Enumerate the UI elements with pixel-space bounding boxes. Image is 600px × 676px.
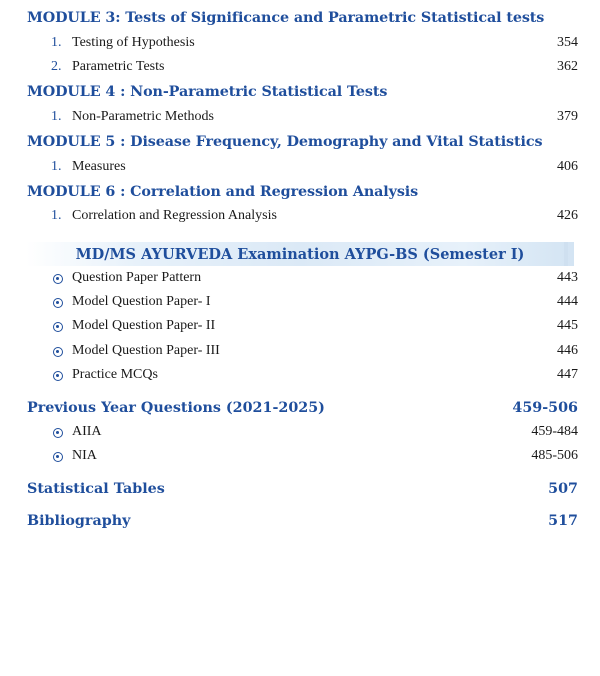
- module-5-heading: MODULE 5 : Disease Frequency, Demography and Vital Statistics: [27, 134, 543, 150]
- entry-label: Correlation and Regression Analysis: [72, 208, 277, 223]
- bibliography-heading[interactable]: Bibliography: [27, 513, 131, 529]
- entry-page-number: 443: [557, 270, 578, 285]
- entry-page-number: 362: [557, 59, 578, 74]
- entry-page-number: 406: [557, 159, 578, 174]
- toc-entry[interactable]: [0, 367, 600, 389]
- statistical-tables-page: 507: [548, 481, 578, 497]
- entry-page-number: 459-484: [531, 424, 578, 439]
- entry-number: 2.: [51, 59, 62, 74]
- module-6-heading: MODULE 6 : Correlation and Regression Analysis: [27, 184, 419, 200]
- toc-entry[interactable]: [0, 343, 600, 365]
- toc-entry[interactable]: [0, 159, 600, 181]
- toc-entry[interactable]: [0, 448, 600, 470]
- toc-entry[interactable]: [0, 208, 600, 230]
- entry-number: 1.: [51, 159, 62, 174]
- entry-number: 1.: [51, 109, 62, 124]
- module-4-heading: MODULE 4 : Non-Parametric Statistical Tests: [27, 84, 388, 100]
- statistical-tables-heading[interactable]: Statistical Tables: [27, 481, 165, 497]
- entry-page-number: 426: [557, 208, 578, 223]
- entry-number: 1.: [51, 208, 62, 223]
- toc-entry[interactable]: [0, 270, 600, 292]
- entry-page-number: 354: [557, 35, 578, 50]
- entry-page-number: 445: [557, 318, 578, 333]
- entry-label: Testing of Hypothesis: [72, 35, 195, 50]
- exam-section-title: MD/MS AYURVEDA Examination AYPG-BS (Semester I): [75, 246, 525, 263]
- toc-entry[interactable]: [0, 424, 600, 446]
- circled-dot-icon: [53, 371, 63, 381]
- entry-label: Model Question Paper- I: [72, 294, 211, 309]
- circled-dot-icon: [53, 322, 63, 332]
- entry-label: Model Question Paper- III: [72, 343, 220, 358]
- entry-page-number: 447: [557, 367, 578, 382]
- toc-entry[interactable]: [0, 294, 600, 316]
- toc-entry[interactable]: [0, 318, 600, 340]
- entry-label: AIIA: [72, 424, 102, 439]
- entry-label: Model Question Paper- II: [72, 318, 216, 333]
- entry-label: Non-Parametric Methods: [72, 109, 214, 124]
- entry-label: Question Paper Pattern: [72, 270, 202, 285]
- entry-label: NIA: [72, 448, 97, 463]
- entry-page-number: 379: [557, 109, 578, 124]
- entry-page-number: 444: [557, 294, 578, 309]
- circled-dot-icon: [53, 298, 63, 308]
- circled-dot-icon: [53, 452, 63, 462]
- pyq-section-heading[interactable]: Previous Year Questions (2021-2025): [27, 400, 325, 416]
- circled-dot-icon: [53, 428, 63, 438]
- entry-label: Parametric Tests: [72, 59, 165, 74]
- entry-label: Measures: [72, 159, 126, 174]
- entry-number: 1.: [51, 35, 62, 50]
- toc-entry[interactable]: [0, 109, 600, 131]
- toc-entry[interactable]: [0, 59, 600, 81]
- pyq-section-page-range: 459-506: [512, 400, 578, 416]
- entry-page-number: 446: [557, 343, 578, 358]
- entry-page-number: 485-506: [531, 448, 578, 463]
- bibliography-page: 517: [548, 513, 578, 529]
- circled-dot-icon: [53, 274, 63, 284]
- entry-label: Practice MCQs: [72, 367, 158, 382]
- toc-entry[interactable]: [0, 35, 600, 57]
- module-3-heading: MODULE 3: Tests of Significance and Parametric Statistical tests: [27, 10, 545, 26]
- circled-dot-icon: [53, 347, 63, 357]
